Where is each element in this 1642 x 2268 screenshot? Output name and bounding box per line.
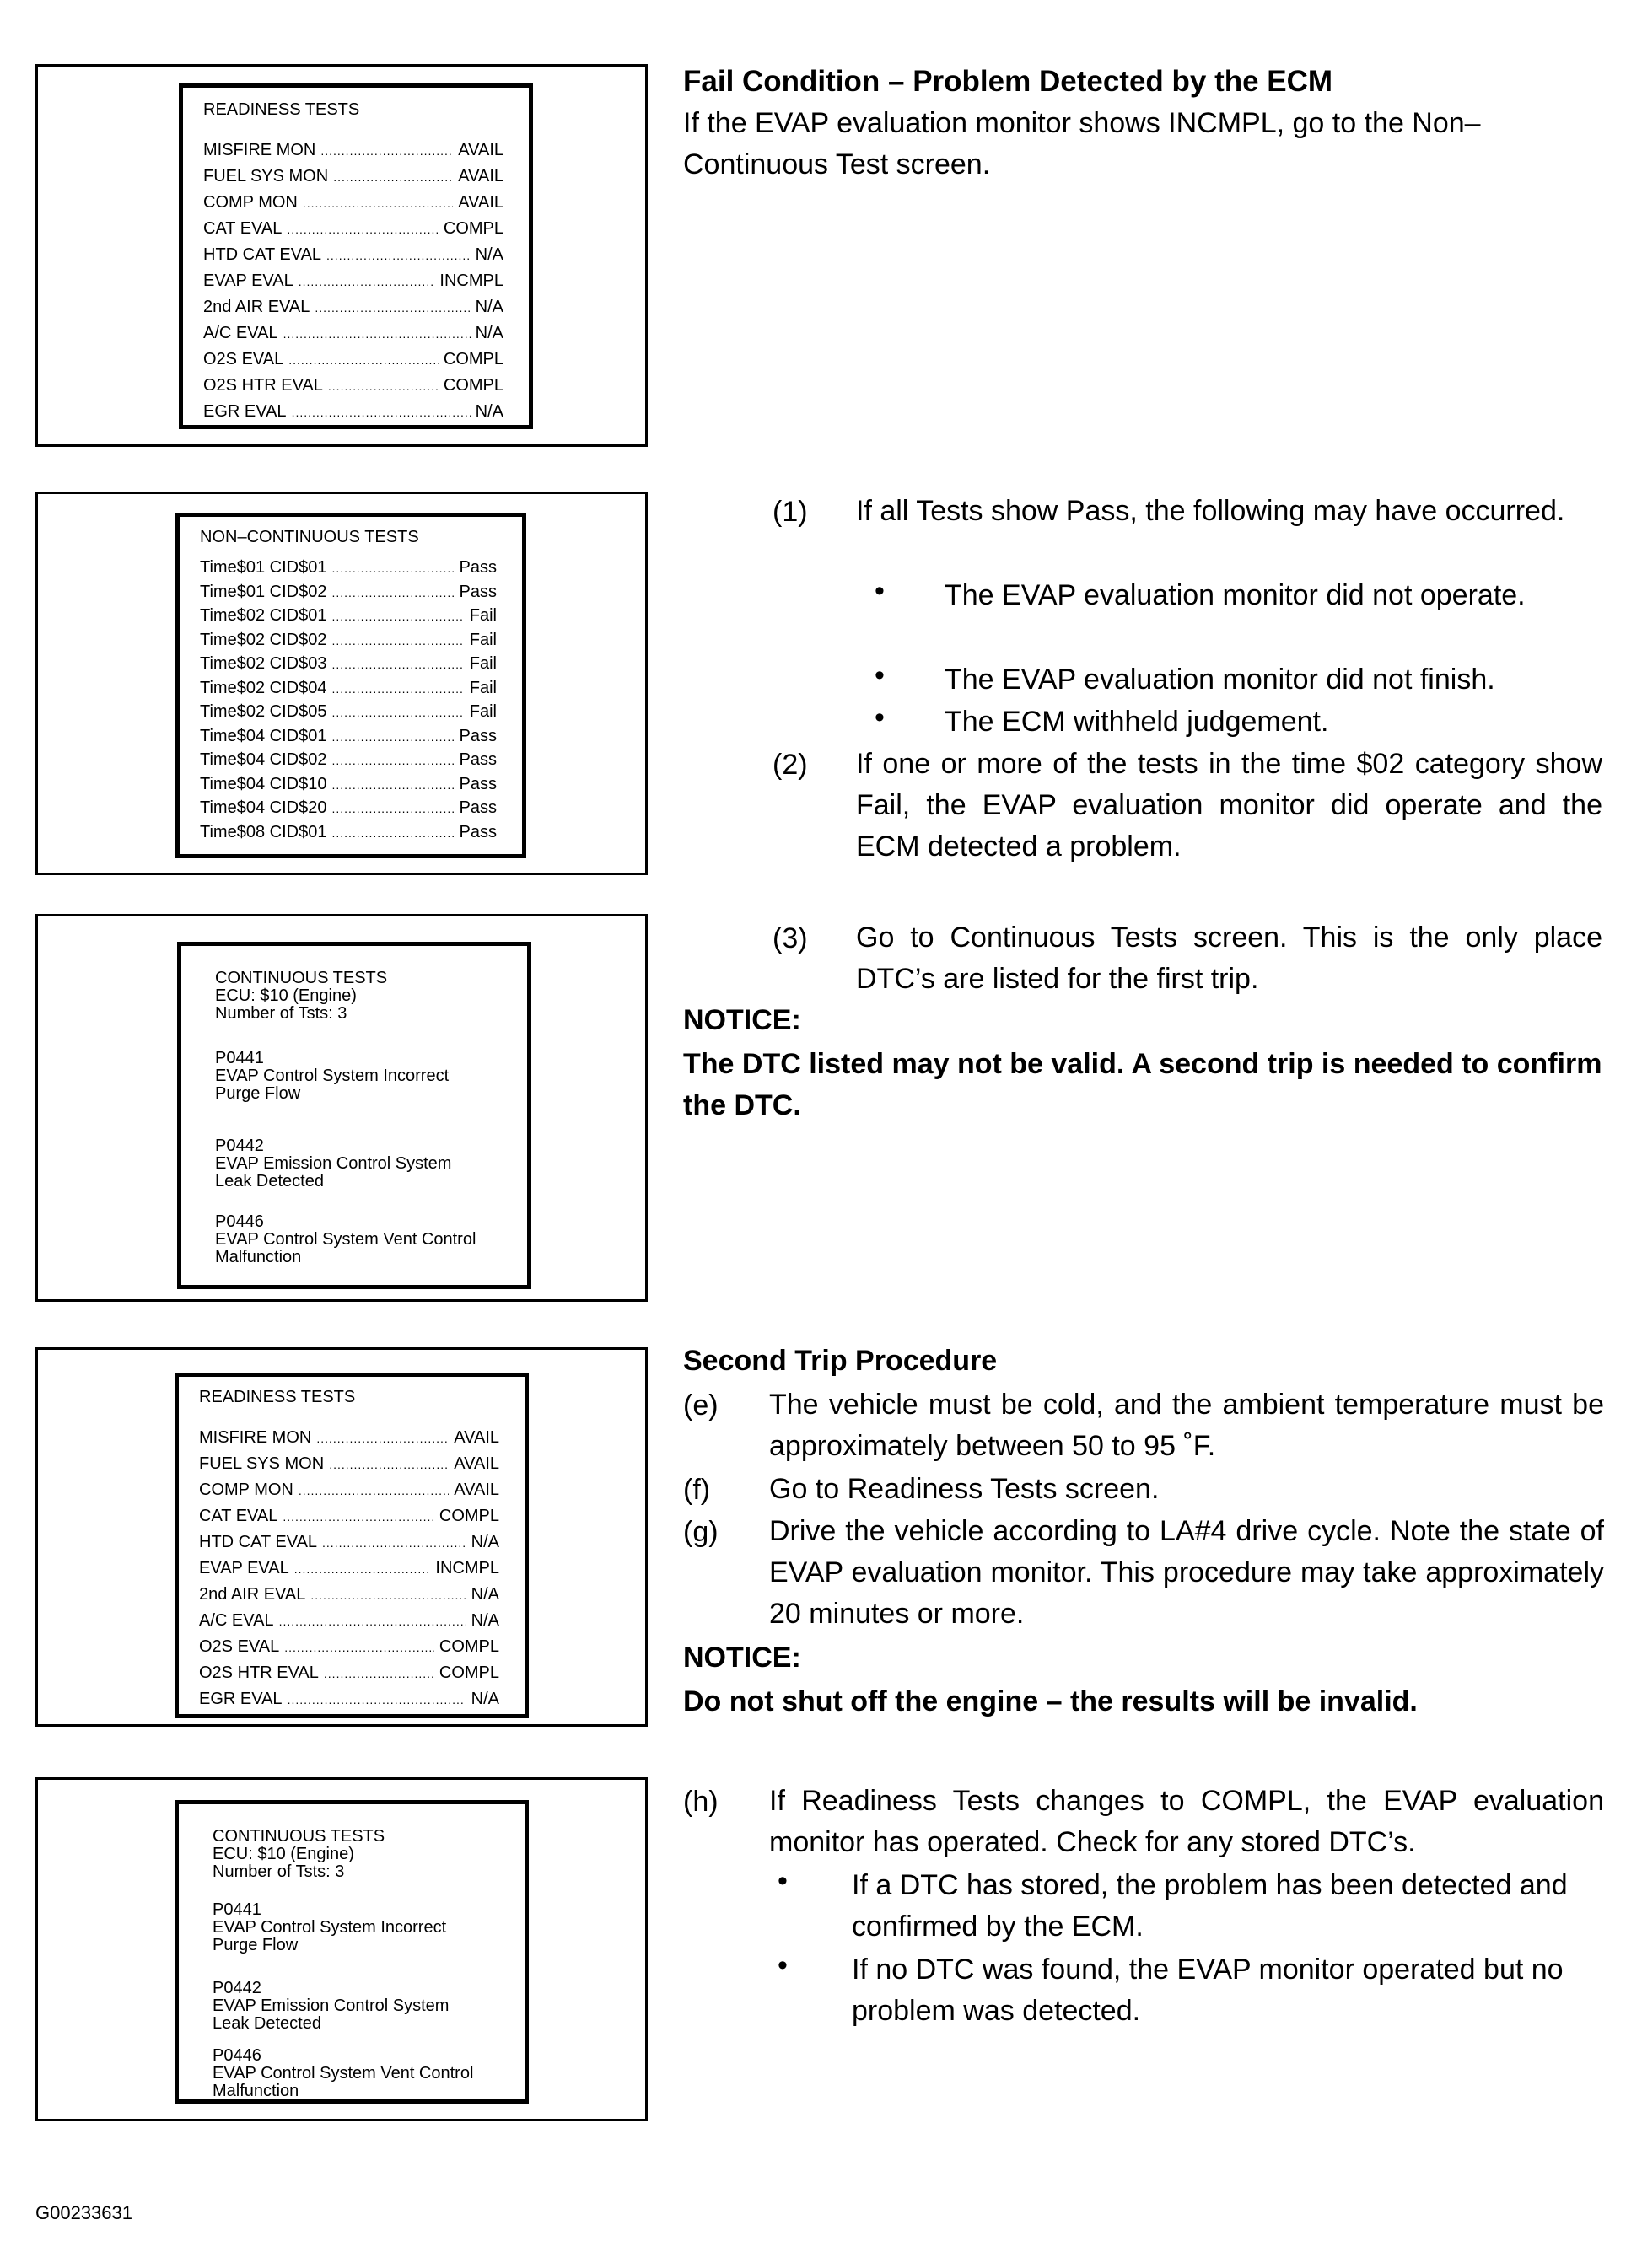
test-row (200, 680, 497, 696)
step-1-bullet: The EVAP evaluation monitor did not finish. (945, 664, 1495, 696)
step-g-text: Drive the vehicle according to LA#4 drive cycle. Note the state of EVAP evaluation monitor. This procedure may take approximately 20 minutes or more. (769, 1515, 1604, 1630)
test-status: AVAIL (458, 167, 503, 185)
dotted-leader (331, 562, 454, 574)
dtc-entry (215, 1050, 449, 1103)
test-row (199, 1664, 499, 1681)
test-row (200, 607, 497, 624)
test-row (203, 142, 503, 159)
dotted-leader (326, 250, 471, 261)
test-status: Fail (469, 702, 497, 721)
test-status: AVAIL (454, 1454, 499, 1473)
dotted-leader (331, 779, 454, 791)
screen-title: READINESS TESTS (199, 1388, 356, 1406)
test-status: N/A (471, 1690, 499, 1708)
step-h-bullet: If a DTC has stored, the problem has been detected and confirmed by the ECM. (852, 1869, 1568, 1943)
fail-condition-body: If the EVAP evaluation monitor shows INCMPL, go to the Non–Continuous Test screen. (683, 107, 1481, 180)
dotted-leader (320, 145, 453, 157)
test-label: Time$02 CID$04 (200, 678, 327, 697)
dotted-leader (328, 380, 439, 392)
test-row (203, 377, 503, 394)
dotted-leader (279, 1615, 466, 1627)
scan-tool-screen-readiness-1 (179, 83, 533, 429)
test-row (203, 351, 503, 368)
dotted-leader (331, 658, 464, 670)
dotted-leader (331, 610, 464, 622)
test-status: Pass (459, 726, 497, 745)
dotted-leader (333, 171, 453, 183)
dotted-leader (329, 1459, 449, 1470)
test-status: N/A (471, 1585, 499, 1604)
test-status: Fail (469, 630, 497, 649)
test-status: Fail (469, 678, 497, 697)
test-label: A/C EVAL (203, 324, 278, 342)
ecu-label: ECU: $10 (Engine) (213, 1845, 354, 1863)
dotted-leader (331, 587, 454, 599)
test-status: INCMPL (435, 1559, 499, 1577)
test-label: A/C EVAL (199, 1611, 274, 1630)
test-row (203, 403, 503, 420)
test-row (203, 272, 503, 289)
test-label: 2nd AIR EVAL (203, 298, 310, 316)
dtc-description: Malfunction (213, 2082, 299, 2100)
notice-text: The DTC listed may not be valid. A second trip is needed to confirm the DTC. (683, 1048, 1602, 1121)
step-h-text: If Readiness Tests changes to COMPL, the EVAP evaluation monitor has operated. Check for any stored DTC’s. (769, 1785, 1604, 1858)
test-row (203, 298, 503, 315)
step-e-text: The vehicle must be cold, and the ambient temperature must be approximately between 50 to 95 ˚F. (769, 1389, 1604, 1462)
continuous-header (213, 1828, 385, 1881)
test-status: N/A (471, 1533, 499, 1551)
test-status: N/A (475, 245, 503, 264)
figure-readiness-tests-1 (35, 64, 648, 447)
screen-title: CONTINUOUS TESTS (215, 969, 388, 987)
scan-tool-screen-continuous-1 (177, 942, 531, 1289)
dtc-description: EVAP Emission Control System (215, 1154, 452, 1173)
figure-noncontinuous-tests (35, 492, 648, 875)
step-2-text: If one or more of the tests in the time $02 category show Fail, the EVAP evaluation monitor did operate and the ECM detected a problem. (856, 748, 1602, 863)
bullet-icon: • (875, 701, 885, 734)
test-label: HTD CAT EVAL (203, 245, 322, 264)
dtc-description: Leak Detected (213, 2014, 321, 2033)
step-letter: (e) (683, 1389, 719, 1422)
dtc-description: EVAP Control System Vent Control (213, 2064, 474, 2083)
step-1-bullet: The ECM withheld judgement. (945, 706, 1329, 738)
step-h-bullet: If no DTC was found, the EVAP monitor operated but no problem was detected. (852, 1954, 1564, 2027)
step-3-text: Go to Continuous Tests screen. This is the only place DTC’s are listed for the first trip. (856, 922, 1602, 995)
dotted-leader (288, 1694, 466, 1706)
test-label: O2S EVAL (203, 350, 284, 368)
dotted-leader (299, 276, 435, 288)
dtc-description: Malfunction (215, 1248, 302, 1266)
dtc-description: EVAP Control System Vent Control (215, 1230, 476, 1249)
test-row (200, 559, 497, 576)
test-label: COMP MON (203, 193, 298, 212)
dtc-description: Purge Flow (215, 1084, 301, 1103)
test-label: Time$01 CID$02 (200, 582, 327, 601)
test-row (200, 583, 497, 600)
dotted-leader (331, 707, 464, 718)
step-1-text: If all Tests show Pass, the following may have occurred. (856, 495, 1565, 527)
test-row (199, 1690, 499, 1707)
test-row (199, 1429, 499, 1446)
step-f-text: Go to Readiness Tests screen. (769, 1473, 1160, 1505)
test-status: AVAIL (454, 1428, 499, 1447)
test-label: Time$04 CID$01 (200, 726, 327, 745)
test-status: AVAIL (458, 141, 503, 159)
test-label: EVAP EVAL (203, 271, 293, 290)
test-status: Fail (469, 606, 497, 625)
test-label: EGR EVAL (199, 1690, 283, 1708)
dotted-leader (331, 827, 454, 839)
scan-tool-screen-noncontinuous (175, 513, 526, 858)
test-status: N/A (475, 402, 503, 421)
test-status: AVAIL (454, 1481, 499, 1499)
screen-title: CONTINUOUS TESTS (213, 1827, 385, 1846)
test-row (203, 194, 503, 211)
dtc-description: Purge Flow (213, 1936, 299, 1954)
dotted-leader (292, 406, 471, 418)
dtc-code: P0441 (213, 1900, 261, 1919)
test-status: Pass (459, 822, 497, 841)
test-status: N/A (471, 1611, 499, 1630)
dtc-description: EVAP Control System Incorrect (213, 1918, 447, 1937)
dotted-leader (331, 755, 454, 766)
test-row (200, 631, 497, 648)
step-number: (2) (773, 749, 808, 781)
step-letter: (g) (683, 1516, 719, 1548)
test-label: Time$02 CID$02 (200, 630, 327, 649)
test-row (200, 824, 497, 841)
test-row (199, 1508, 499, 1524)
scan-tool-screen-readiness-2 (175, 1373, 529, 1718)
dtc-code: P0442 (213, 1979, 261, 1997)
dotted-leader (294, 1563, 431, 1575)
test-row (200, 751, 497, 768)
test-row (199, 1638, 499, 1655)
test-status: Pass (459, 558, 497, 577)
notice-text: Do not shut off the engine – the results will be invalid. (683, 1685, 1418, 1717)
dotted-leader (283, 328, 471, 340)
dotted-leader (299, 1485, 449, 1497)
screen-title: NON–CONTINUOUS TESTS (200, 528, 419, 546)
test-label: Time$04 CID$20 (200, 798, 327, 817)
test-label: EGR EVAL (203, 402, 287, 421)
dotted-leader (316, 1432, 449, 1444)
dotted-leader (287, 223, 439, 235)
test-label: Time$04 CID$10 (200, 774, 327, 793)
figure-id: G00233631 (35, 2202, 132, 2223)
dotted-leader (284, 1642, 434, 1653)
test-label: HTD CAT EVAL (199, 1533, 318, 1551)
dtc-description: Leak Detected (215, 1172, 324, 1190)
dotted-leader (303, 197, 453, 209)
test-label: O2S HTR EVAL (203, 376, 323, 395)
dotted-leader (322, 1537, 466, 1549)
test-label: COMP MON (199, 1481, 293, 1499)
dtc-entry (213, 1980, 449, 2033)
test-status: COMPL (439, 1507, 499, 1525)
test-label: O2S HTR EVAL (199, 1663, 319, 1682)
dotted-leader (283, 1511, 434, 1523)
bullet-icon: • (778, 1865, 788, 1897)
dotted-leader (331, 731, 454, 743)
test-row (199, 1534, 499, 1551)
dotted-leader (288, 354, 439, 366)
test-label: O2S EVAL (199, 1637, 280, 1656)
test-row (199, 1560, 499, 1577)
dtc-entry (215, 1137, 451, 1190)
test-label: MISFIRE MON (199, 1428, 312, 1447)
test-status: Pass (459, 774, 497, 793)
test-status: COMPL (439, 1637, 499, 1656)
bullet-icon: • (875, 659, 885, 691)
test-row (199, 1612, 499, 1629)
test-row (199, 1586, 499, 1603)
test-label: FUEL SYS MON (203, 167, 329, 185)
test-row (200, 655, 497, 672)
screen-title: READINESS TESTS (203, 100, 360, 119)
test-row (203, 246, 503, 263)
test-label: Time$04 CID$02 (200, 750, 327, 769)
test-row (199, 1455, 499, 1472)
figure-continuous-tests-2 (35, 1777, 648, 2121)
test-status: COMPL (443, 219, 503, 238)
test-label: Time$02 CID$01 (200, 606, 327, 625)
notice-label: NOTICE: (683, 1642, 801, 1674)
test-label: CAT EVAL (203, 219, 283, 238)
test-label: Time$02 CID$05 (200, 702, 327, 721)
figure-readiness-tests-2 (35, 1347, 648, 1727)
step-letter: (h) (683, 1786, 719, 1818)
dotted-leader (310, 1589, 466, 1601)
dtc-entry (213, 2047, 473, 2100)
scan-tool-screen-continuous-2 (175, 1800, 529, 2104)
test-status: COMPL (439, 1663, 499, 1682)
test-row (199, 1481, 499, 1498)
test-count: Number of Tsts: 3 (213, 1862, 345, 1881)
test-row (203, 168, 503, 185)
test-row (200, 703, 497, 720)
test-label: 2nd AIR EVAL (199, 1585, 306, 1604)
test-count: Number of Tsts: 3 (215, 1004, 347, 1023)
dotted-leader (331, 683, 464, 695)
dtc-entry (215, 1213, 476, 1266)
test-row (203, 325, 503, 341)
dotted-leader (315, 302, 470, 314)
continuous-header (215, 970, 387, 1023)
test-status: Fail (469, 654, 497, 673)
dtc-code: P0441 (215, 1049, 264, 1067)
step-number: (1) (773, 496, 808, 528)
test-status: COMPL (443, 350, 503, 368)
test-label: Time$01 CID$01 (200, 558, 327, 577)
step-letter: (f) (683, 1474, 711, 1506)
dotted-leader (331, 635, 464, 647)
bullet-icon: • (875, 575, 885, 607)
dtc-entry (213, 1901, 446, 1954)
dotted-leader (331, 803, 454, 814)
dtc-description: EVAP Control System Incorrect (215, 1067, 450, 1085)
second-trip-heading: Second Trip Procedure (683, 1345, 998, 1377)
step-1-bullet: The EVAP evaluation monitor did not operate. (945, 579, 1526, 611)
notice-label: NOTICE: (683, 1004, 801, 1036)
dtc-code: P0446 (213, 2046, 261, 2065)
test-label: Time$08 CID$01 (200, 822, 327, 841)
figure-continuous-tests-1 (35, 914, 648, 1302)
test-label: CAT EVAL (199, 1507, 278, 1525)
test-status: INCMPL (439, 271, 503, 290)
dtc-code: P0446 (215, 1212, 264, 1231)
test-label: FUEL SYS MON (199, 1454, 325, 1473)
fail-condition-heading: Fail Condition – Problem Detected by the ECM (683, 65, 1333, 98)
test-status: Pass (459, 750, 497, 769)
test-row (203, 220, 503, 237)
ecu-label: ECU: $10 (Engine) (215, 986, 357, 1005)
test-status: Pass (459, 798, 497, 817)
dtc-description: EVAP Emission Control System (213, 1997, 450, 2015)
test-status: AVAIL (458, 193, 503, 212)
test-status: COMPL (443, 376, 503, 395)
test-status: Pass (459, 582, 497, 601)
test-row (200, 728, 497, 744)
dotted-leader (324, 1668, 434, 1680)
test-label: EVAP EVAL (199, 1559, 289, 1577)
test-row (200, 776, 497, 793)
test-label: MISFIRE MON (203, 141, 316, 159)
step-number: (3) (773, 922, 808, 954)
bullet-icon: • (778, 1949, 788, 1981)
test-status: N/A (475, 324, 503, 342)
dtc-code: P0442 (215, 1137, 264, 1155)
test-row (200, 799, 497, 816)
test-status: N/A (475, 298, 503, 316)
test-label: Time$02 CID$03 (200, 654, 327, 673)
